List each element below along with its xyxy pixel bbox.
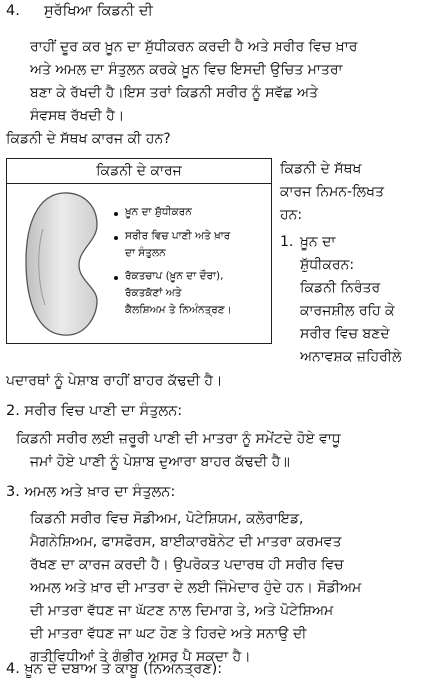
item3-line: ਮੈਗਨੇਸ਼ਿਅਮ, ਫਾਸਫੋਰਸ, ਬਾਈਕਾਰਬੋਨੇਟ ਦੀ ਮਾਤਰਾ ਕਰਮਵਤ	[30, 534, 342, 550]
right-col-line: ਹਨ:	[280, 207, 303, 223]
item1-line: ਸਰੀਰ ਵਿਚ ਬਣਦੇ	[300, 326, 390, 342]
item3-title: 3. ਅਮਲ ਅਤੇ ਖ਼ਾਰ ਦਾ ਸੰਤੁਲਨ:	[6, 484, 176, 500]
item3-line: ਕਿਡਨੀ ਸਰੀਰ ਵਿਚ ਸੋਡੀਅਮ, ਪੋਟੇਸ਼ਿਯਮ, ਕਲੋਰਾਇਡ,	[30, 511, 304, 527]
item4-title: 4. ਖ਼ੂਨ ਦੇ ਦਬਾਅ ਤੇ ਕਾਬੂ (ਨਿਅੰਨਤ੍ਰਣ):	[6, 661, 223, 677]
item2-line: ਕਿਡਨੀ ਸਰੀਰ ਲਈ ਜ਼ਰੂਰੀ ਪਾਣੀ ਦੀ ਮਾਤਰਾ ਨੂੰ ਸਮੇਂਟਦੇ ਹੋਏ ਵਾਧੂ	[16, 431, 341, 447]
bullet-icon	[114, 212, 118, 216]
section-title: ਸੁਰੱਖਿਆ ਕਿਡਨੀ ਦੀ	[44, 3, 153, 19]
question-heading: ਕਿਡਨੀ ਦੇ ਸੱਥਖ ਕਾਰਜ ਕੀ ਹਨ?	[6, 131, 171, 147]
bullet-line: ਖ਼ੂਨ ਦਾ ਸ਼ੁੱਧੀਕਰਨ	[125, 206, 192, 218]
intro-line: ਸੰਵਸਥ ਰੱਖਦੀ ਹੈ।	[30, 108, 125, 124]
kidney-illustration	[23, 189, 101, 339]
item3-line: ਅਮਲ ਅਤੇ ਖ਼ਾਰ ਦੀ ਮਾਤਰਾ ਦੇ ਲਈ ਜਿੰਮੇਦਾਰ ਹੁੰਦੇ ਹਨ। ਸੋਡੀਅਮ	[30, 580, 362, 596]
bullet-line: ਰੱਕਤਚਾਪ (ਖ਼ੂਨ ਦਾ ਦੌਰਾ),	[125, 270, 224, 282]
item3-line: ਦੀ ਮਾਤਰਾ ਵੱਧਣ ਜਾ ਘੱਟਣ ਨਾਲ ਦਿਮਾਗ ਤੇ, ਅਤੇ ਪੋਟੇਸ਼ਿਅਮ	[30, 603, 334, 619]
intro-line: ਰਾਹੀਂ ਦੂਰ ਕਰ ਖ਼ੂਨ ਦਾ ਸ਼ੁੱਧੀਕਰਨ ਕਰਦੀ ਹੈ ਅਤੇ ਸਰੀਰ ਵਿਚ ਖ਼ਾਰ	[30, 39, 358, 55]
intro-line: ਬਣਾ ਕੇ ਰੱਖਦੀ ਹੈ।ਇਸ ਤਰਾਂ ਕਿਡਨੀ ਸਰੀਰ ਨੂੰ ਸਵੱਛ ਅਤੇ	[30, 85, 319, 101]
section-number: 4.	[6, 3, 20, 19]
figure-title: ਕਿਡਨੀ ਦੇ ਕਾਰਜ	[7, 159, 271, 184]
item1-line: ਖ਼ੂਨ ਦਾ	[300, 234, 336, 250]
right-col-line: ਕਿਡਨੀ ਦੇ ਸੱਥਖ	[280, 161, 362, 177]
item1-line: ਕਿਡਨੀ ਨਿਰੰਤਰ	[300, 280, 381, 296]
item1-line: ਅਨਾਵਸ਼ਕ ਜ਼ਹਿਰੀਲੇ	[300, 349, 402, 365]
bullet-line: ਕੈਲਸ਼ਿਅਮ ਤੇ ਨਿਅੰਨਤ੍ਰਣ।	[125, 304, 232, 316]
item1-number: 1.	[280, 234, 294, 250]
item3-line: ਗਤੀਵਿਧੀਆਂ ਤੇ ਗੰਭੀਰ ਅਸਰ ਪੈ ਸਕਦਾ ਹੈ।	[30, 649, 251, 665]
item2-title: 2. ਸਰੀਰ ਵਿਚ ਪਾਣੀ ਦਾ ਸੰਤੁਲਨ:	[6, 403, 183, 419]
kidney-functions-figure	[6, 158, 272, 344]
bullet-line: ਰੱਕਤਕੱਣਾਂ ਅਤੇ	[125, 287, 182, 299]
item2-line: ਜਮਾਂ ਹੋਏ ਪਾਣੀ ਨੂੰ ਪੇਸ਼ਾਬ ਦੁਆਰਾ ਬਾਹਰ ਕੱਢਦੀ ਹੈ॥	[30, 454, 290, 470]
item3-line: ਰੱਖਣ ਦਾ ਕਾਰਜ ਕਰਦੀ ਹੈ। ਉਪਰੋਕਤ ਪਦਾਰਥ ਹੀ ਸਰੀਰ ਵਿਚ	[30, 557, 344, 573]
bullet-line: ਸਰੀਰ ਵਿਚ ਪਾਣੀ ਅਤੇ ਖ਼ਾਰ	[125, 230, 231, 242]
item3-line: ਦੀ ਮਾਤਰਾ ਵੱਧਣ ਜਾ ਘਟ ਹੋਣ ਤੇ ਹਿਰਦੇ ਅਤੇ ਸਨਾਉ ਦੀ	[30, 626, 307, 642]
item1-line: ਸ਼ੁੱਧੀਕਰਨ:	[300, 257, 355, 273]
item1-line: ਕਾਰਜਸ਼ੀਲ ਰਹਿ ਕੇ	[300, 303, 395, 319]
intro-line: ਅਤੇ ਅਮਲ ਦਾ ਸੰਤੁਲਨ ਕਰਕੇ ਖ਼ੂਨ ਵਿਚ ਇਸਦੀ ਉਚਿਤ ਮਾਤਰਾ	[30, 62, 343, 78]
bullet-icon	[114, 276, 118, 280]
item1-continuation: ਪਦਾਰਥਾਂ ਨੂੰ ਪੇਸ਼ਾਬ ਰਾਹੀਂ ਬਾਹਰ ਕੱਢਦੀ ਹੈ।	[6, 373, 223, 389]
bullet-icon	[114, 236, 118, 240]
bullet-line: ਦਾ ਸੰਤੁਲਨ	[125, 247, 166, 259]
right-col-line: ਕਾਰਜ ਨਿਮਨ-ਲਿਖਤ	[280, 184, 384, 200]
